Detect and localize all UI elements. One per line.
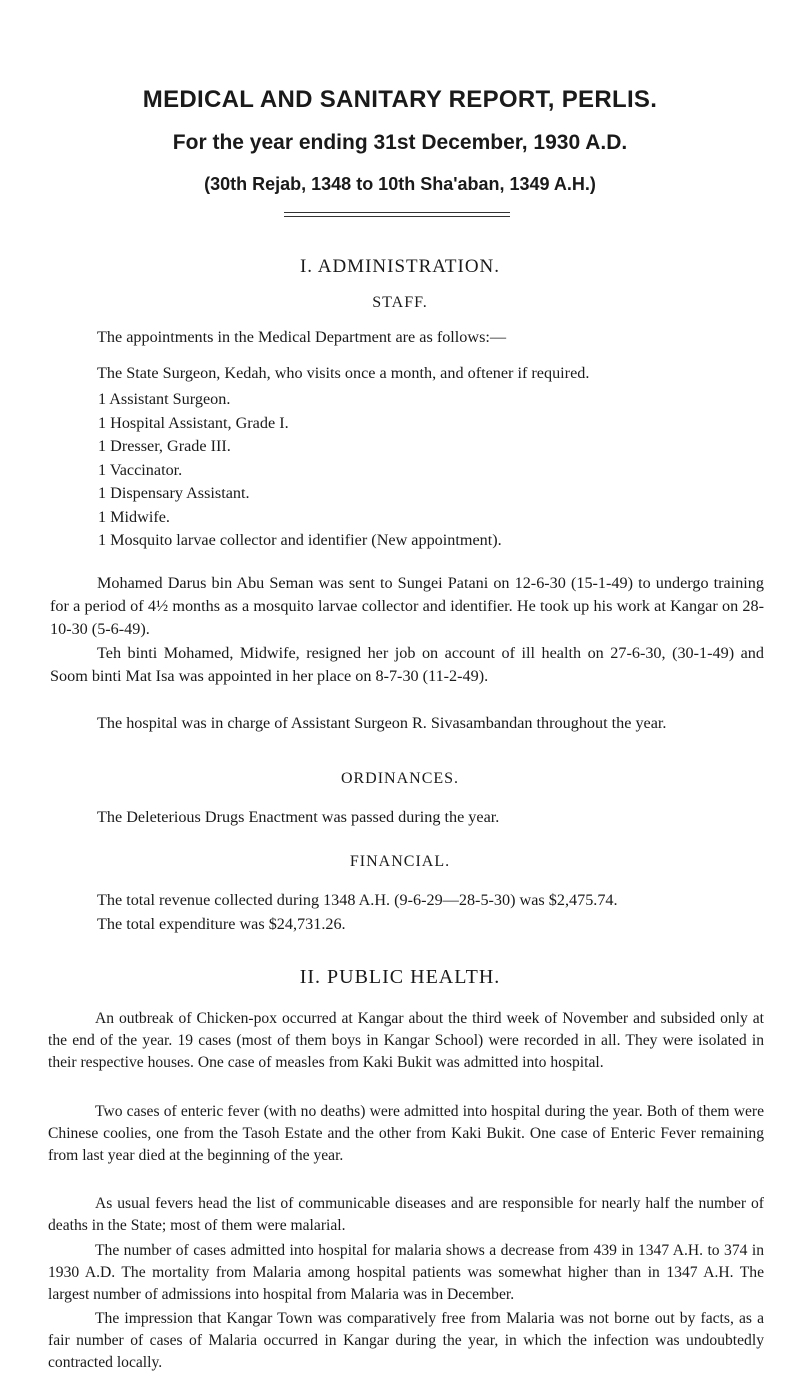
- double-rule-top: [284, 212, 510, 213]
- expenditure-line: The total expenditure was $24,731.26.: [97, 915, 346, 933]
- paragraph-hospital-charge: The hospital was in charge of Assistant Surgeon R. Sivasambandan throughout the year.: [97, 714, 667, 732]
- paragraph-mohamed-darus: Mohamed Darus bin Abu Seman was sent to Sungei Patani on 12-6-30 (15-1-49) to undergo training for a period of 4½ months as a mosquito larvae collector and identifier. He took up his work at Kangar on 28-10-30 (5-6-49).: [50, 574, 764, 638]
- paragraph-chicken-pox: An outbreak of Chicken-pox occurred at Kangar about the third week of November and subsided only at the end of the year. 19 cases (most of them boys in Kangar School) were recorded in all. They were isolated in their respective houses. One case of measles from Kaki Bukit was admitted into hospital.: [48, 1010, 764, 1071]
- staff-list: [98, 388, 502, 553]
- paragraph-enteric-fever: Two cases of enteric fever (with no deaths) were admitted into hospital during the year. Both of them were Chinese coolies, one from the Tasoh Estate and the other from Kaki Bukit. One case of Enteric Fever remaining from last year died at the beginning of the year.: [48, 1103, 764, 1164]
- paragraph-malaria-admissions: The number of cases admitted into hospital for malaria shows a decrease from 439 in 1347 A.H. to 374 in 1930 A.D. The mortality from Malaria among hospital patients was somewhat higher than in 1347 A.H. The largest number of admissions into hospital from Malaria was in December.: [48, 1242, 764, 1303]
- staff-intro: The appointments in the Medical Department are as follows:—: [97, 328, 507, 346]
- section-administration-heading: I. ADMINISTRATION.: [299, 256, 501, 277]
- paragraph-fevers: As usual fevers head the list of communicable diseases and are responsible for nearly half the number of deaths in the State; most of them were malarial.: [48, 1195, 764, 1234]
- list-item: 1 Vaccinator.: [98, 460, 183, 479]
- staff-heading: STAFF.: [372, 294, 428, 311]
- list-item: 1 Midwife.: [98, 507, 170, 526]
- report-title: MEDICAL AND SANITARY REPORT, PERLIS.: [142, 86, 658, 113]
- paragraph-kangar-malaria: The impression that Kangar Town was comparatively free from Malaria was not borne out by facts, as a fair number of cases of Malaria occurred in Kangar during the year, in which the infection was undoubtedly contracted locally.: [48, 1310, 764, 1371]
- ordinances-heading: ORDINANCES.: [340, 770, 460, 787]
- double-rule-bottom: [284, 216, 510, 217]
- list-item: 1 Hospital Assistant, Grade I.: [98, 413, 289, 432]
- hijri-date-range: (30th Rejab, 1348 to 10th Sha'aban, 1349 A.H.): [204, 174, 596, 194]
- financial-heading: FINANCIAL.: [349, 853, 451, 870]
- paragraph-teh-binti-mohamed: Teh binti Mohamed, Midwife, resigned her job on account of ill health on 27-6-30, (30-1-49) and Soom binti Mat Isa was appointed in her place on 8-7-30 (11-2-49).: [50, 644, 764, 685]
- report-subtitle: For the year ending 31st December, 1930 A.D.: [172, 131, 628, 154]
- list-item: 1 Dispensary Assistant.: [98, 484, 250, 502]
- list-item: 1 Dresser, Grade III.: [98, 437, 231, 455]
- ordinances-text: The Deleterious Drugs Enactment was passed during the year.: [97, 808, 500, 826]
- list-item: 1 Mosquito larvae collector and identifier (New appointment).: [98, 531, 502, 549]
- section-public-health-heading: II. PUBLIC HEALTH.: [299, 966, 501, 988]
- list-item: 1 Assistant Surgeon.: [98, 390, 231, 408]
- revenue-line: The total revenue collected during 1348 A.H. (9-6-29—28-5-30) was $2,475.74.: [97, 891, 618, 909]
- state-surgeon-line: The State Surgeon, Kedah, who visits once a month, and oftener if required.: [97, 364, 590, 382]
